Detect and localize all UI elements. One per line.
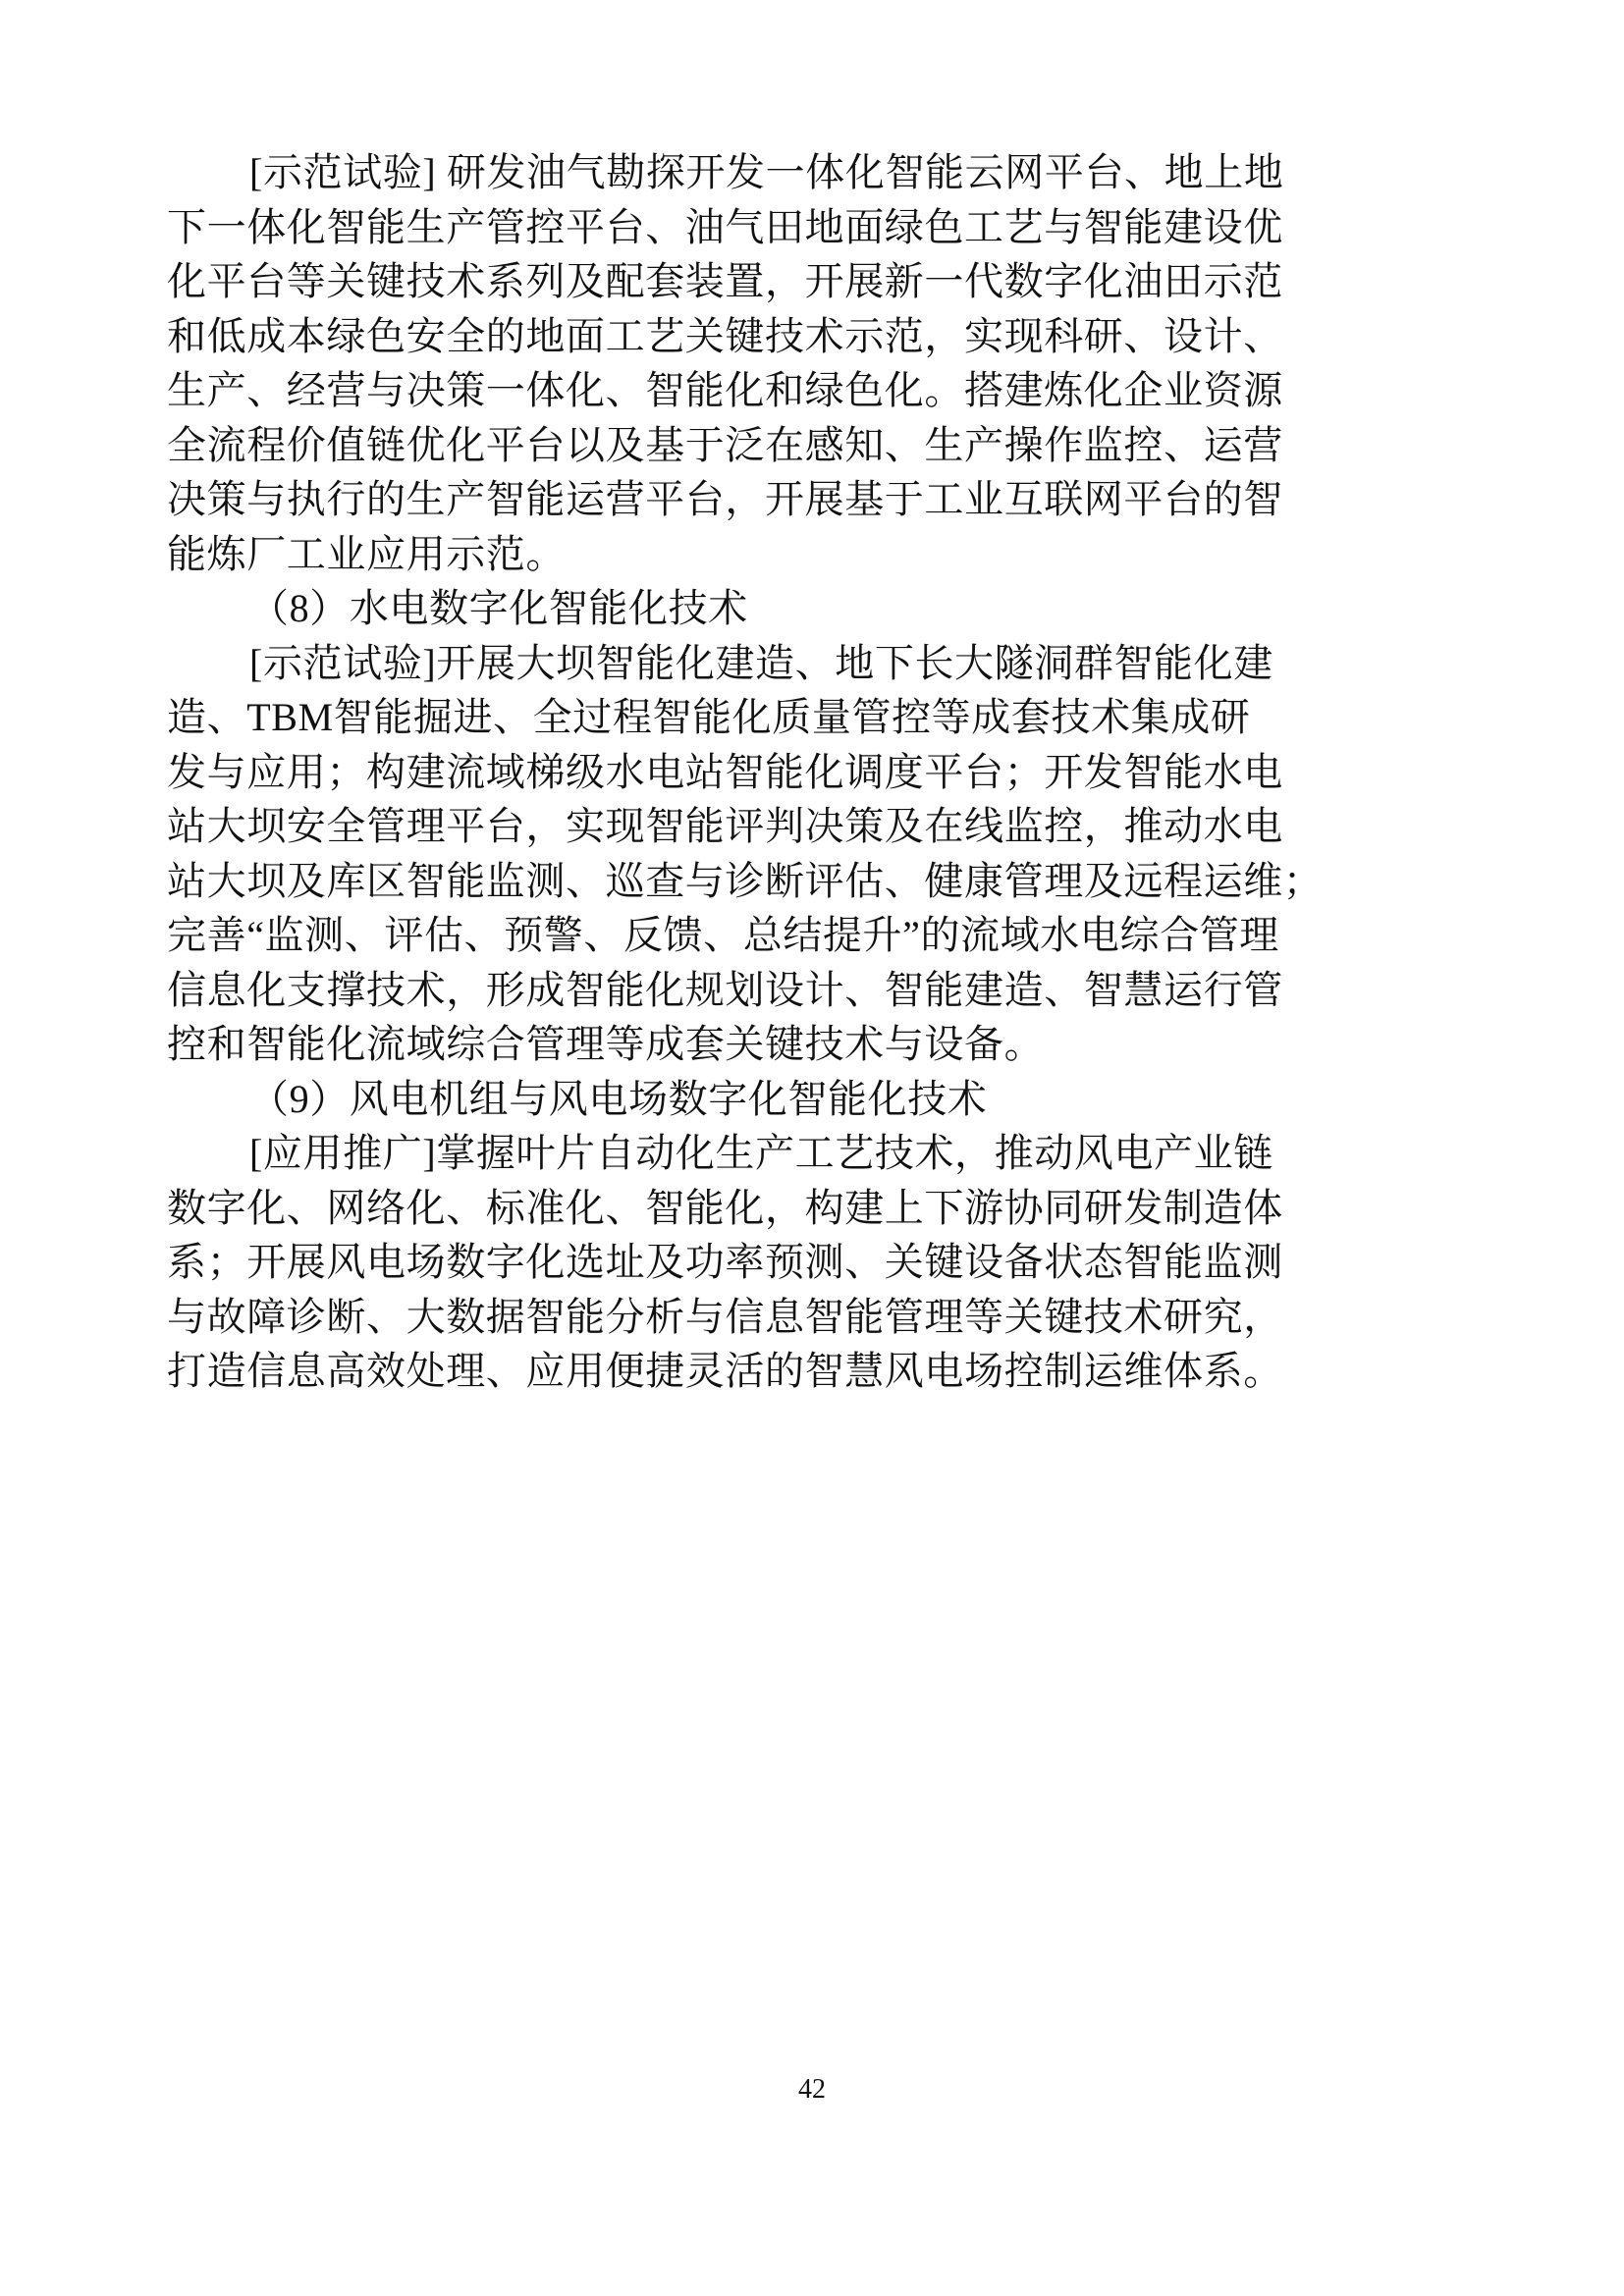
text-line: 和低成本绿色安全的地面工艺关键技术示范，实现科研、设计、 [167, 313, 1283, 358]
text-line: 控和智能化流域综合管理等成套关键技术与设备。 [167, 1022, 1045, 1066]
paragraph-application-wind-power [167, 1126, 1443, 1399]
text-line: 造、TBM智能掘进、全过程智能化质量管控等成套技术集成研 [167, 695, 1251, 739]
text-line: [示范试验]开展大坝智能化建造、地下长大隧洞群智能化建 [249, 640, 1273, 685]
text-line: [应用推广]掌握叶片自动化生产工艺技术，推动风电产业链 [249, 1131, 1273, 1175]
text-line: 与故障诊断、大数据智能分析与信息智能管理等关键技术研究， [167, 1294, 1283, 1339]
text-line: 全流程价值链优化平台以及基于泛在感知、生产操作监控、运营 [167, 422, 1283, 467]
text-line: 化平台等关键技术系列及配套装置，开展新一代数字化油田示范 [167, 259, 1283, 303]
text-line: 数字化、网络化、标准化、智能化，构建上下游协同研发制造体 [167, 1185, 1283, 1230]
page-content [167, 145, 1443, 1399]
heading-text: （9）风电机组与风电场数字化智能化技术 [249, 1076, 988, 1121]
text-line: 发与应用；构建流域梯级水电站智能化调度平台；开发智能水电 [167, 749, 1283, 794]
text-line: 站大坝及库区智能监测、巡查与诊断评估、健康管理及远程运维； [167, 858, 1324, 903]
text-line: 决策与执行的生产智能运营平台，开展基于工业互联网平台的智 [167, 477, 1283, 521]
text-line: 完善“监测、评估、预警、反馈、总结提升”的流域水电综合管理 [167, 913, 1279, 957]
paragraph-demonstration-oil-gas [167, 145, 1443, 581]
text-line: 站大坝安全管理平台，实现智能评判决策及在线监控，推动水电 [167, 804, 1283, 848]
text-line: 系；开展风电场数字化选址及功率预测、关键设备状态智能监测 [167, 1240, 1283, 1284]
text-line: 能炼厂工业应用示范。 [167, 531, 566, 576]
text-line: 打造信息高效处理、应用便捷灵活的智慧风电场控制运维体系。 [167, 1349, 1283, 1393]
heading-8-hydropower [167, 581, 1443, 636]
text-line: 信息化支撑技术，形成智能化规划设计、智能建造、智慧运行管 [167, 967, 1283, 1012]
heading-9-wind-power [167, 1072, 1443, 1127]
text-line: [示范试验] 研发油气勘探开发一体化智能云网平台、地上地 [249, 150, 1284, 194]
paragraph-demonstration-hydropower [167, 636, 1443, 1072]
heading-text: （8）水电数字化智能化技术 [249, 586, 748, 630]
text-line: 下一体化智能生产管控平台、油气田地面绿色工艺与智能建设优 [167, 204, 1283, 249]
text-line: 生产、经营与决策一体化、智能化和绿色化。搭建炼化企业资源 [167, 368, 1283, 412]
page-number: 42 [798, 2074, 826, 2105]
